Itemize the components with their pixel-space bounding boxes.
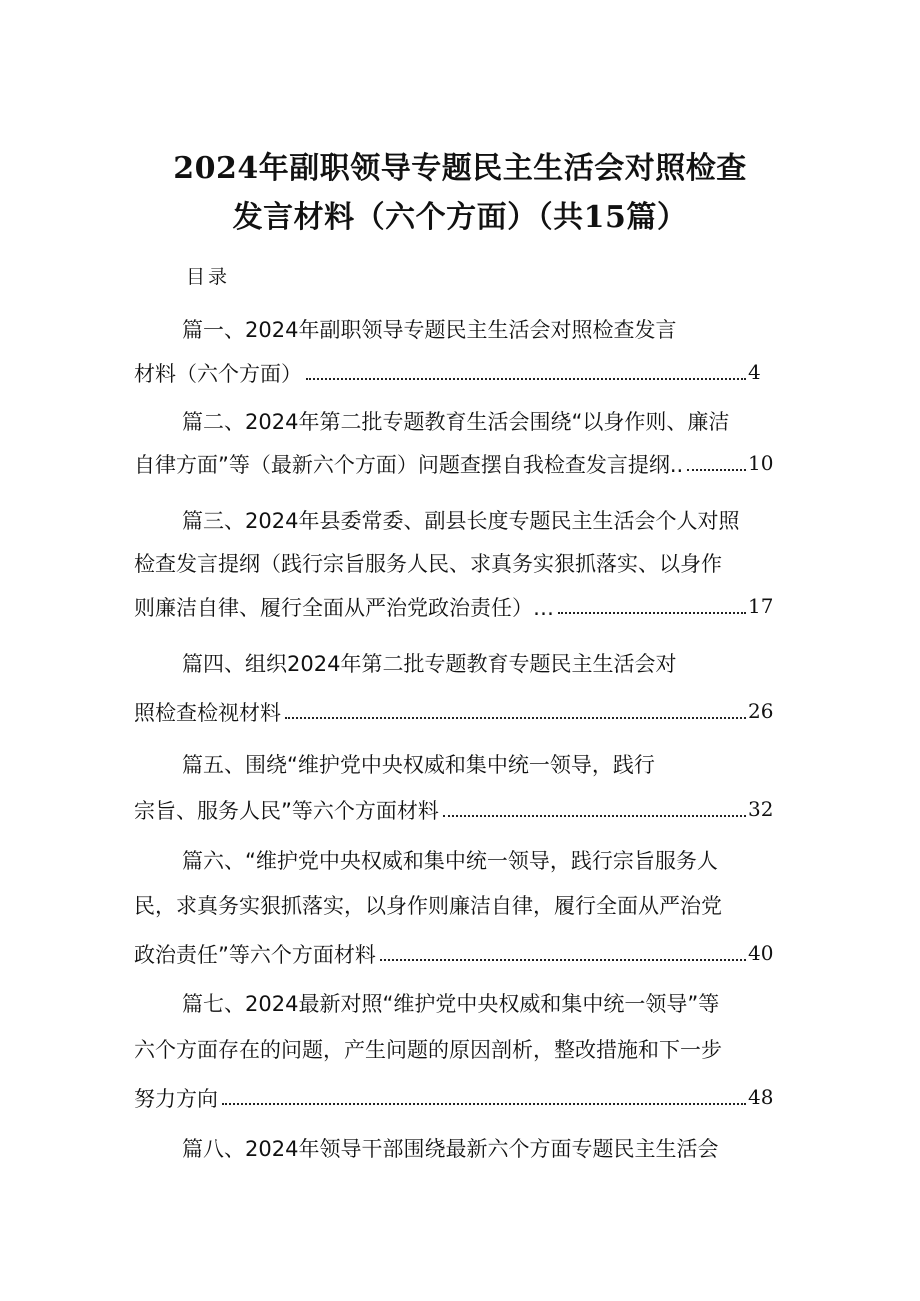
toc-entry-line: 努力方向 (134, 1087, 218, 1111)
toc-dot-leader (558, 606, 746, 614)
toc-entry-line: 篇四、组织2024年第二批专题教育专题民主生活会对 (182, 652, 677, 676)
toc-entry-line: 宗旨、服务人民”等六个方面材料 (134, 799, 439, 823)
toc-page-number: 48 (748, 1085, 774, 1109)
toc-entry-line: 民，求真务实狠抓落实，以身作则廉洁自律，履行全面从严治党 (134, 894, 722, 918)
toc-entry-line: 篇一、2024年副职领导专题民主生活会对照检查发言 (182, 318, 677, 342)
toc-dot-leader (306, 372, 746, 380)
document-title-line-2: 发言材料（六个方面）（共15篇） (232, 200, 688, 235)
toc-dot-leader (222, 1097, 746, 1105)
toc-entry-line: 政治责任”等六个方面材料 (134, 943, 376, 967)
toc-heading: 目录 (186, 266, 231, 288)
toc-page-number: 4 (748, 360, 761, 384)
toc-entry-line: 篇七、2024最新对照“维护党中央权威和集中统一领导”等 (182, 992, 720, 1016)
toc-page-number: 26 (748, 699, 774, 723)
toc-entry-line: 六个方面存在的问题，产生问题的原因剖析，整改措施和下一步 (134, 1038, 722, 1062)
toc-entry-line: 篇六、“维护党中央权威和集中统一领导，践行宗旨服务人 (182, 849, 718, 873)
toc-entry-line: 照检查检视材料 (134, 701, 281, 725)
toc-dot-leader (285, 711, 746, 719)
toc-entry-line: 篇二、2024年第二批专题教育生活会围绕“以身作则、廉洁 (182, 410, 730, 434)
toc-entry-line: 自律方面”等（最新六个方面）问题查摆自我检查发言提纲.. (134, 453, 684, 477)
toc-page-number: 32 (748, 797, 774, 821)
toc-dot-leader (687, 463, 746, 471)
toc-entry-line: 篇八、2024年领导干部围绕最新六个方面专题民主生活会 (182, 1137, 719, 1161)
toc-entry-line: 检查发言提纲（践行宗旨服务人民、求真务实狠抓落实、以身作 (134, 552, 722, 576)
toc-page-number: 40 (748, 941, 774, 965)
toc-dot-leader (380, 953, 746, 961)
document-title-line-1: 2024年副职领导专题民主生活会对照检查 (173, 151, 747, 186)
toc-entry-line: 则廉洁自律、履行全面从严治党政治责任）… (134, 596, 554, 620)
toc-entry-line: 篇五、围绕“维护党中央权威和集中统一领导，践行 (182, 753, 655, 777)
toc-dot-leader (443, 809, 746, 817)
toc-page-number: 17 (748, 594, 774, 618)
toc-entry-line: 篇三、2024年县委常委、副县长度专题民主生活会个人对照 (182, 509, 740, 533)
toc-entry-line: 材料（六个方面） (134, 362, 302, 386)
toc-page-number: 10 (748, 451, 774, 475)
